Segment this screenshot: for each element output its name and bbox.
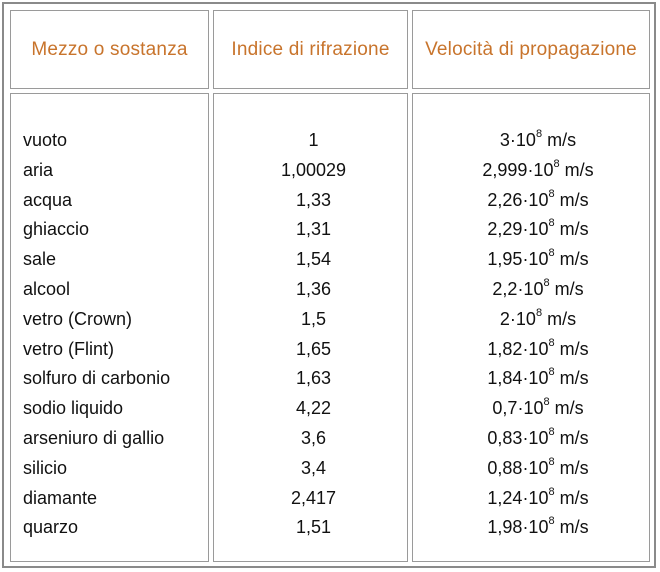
speed-mantissa: 0,83 (487, 427, 523, 448)
substance-cell: aria (23, 159, 54, 180)
speed-cell: $0,7\cdot 10^8$ m/s (492, 396, 584, 419)
speed-unit: m/s (559, 219, 589, 240)
speed-cell: $2,26\cdot 10^8$ m/s (487, 187, 589, 210)
substance-cell: quarzo (23, 517, 79, 538)
substance-column (10, 93, 209, 562)
speed-unit: m/s (564, 159, 594, 180)
speed-cell: $2,29\cdot 10^8$ m/s (487, 217, 589, 240)
speed-unit: m/s (547, 308, 577, 329)
header-label-substance: Mezzo o sostanza (31, 38, 188, 60)
header-label-speed: Velocità di propagazione (425, 38, 637, 60)
speed-mantissa: 1,82 (487, 338, 523, 359)
speed-cell: $1,24\cdot 10^8$ m/s (487, 485, 589, 508)
index-cell: 2,417 (290, 487, 337, 508)
speed-mantissa: 2,26 (487, 189, 523, 210)
speed-unit: m/s (547, 130, 577, 150)
speed-cell: $1,95\cdot 10^8$ m/s (487, 247, 589, 270)
speed-unit: m/s (559, 338, 589, 359)
speed-mantissa: 2,2 (492, 278, 518, 299)
speed-exponent: 8 (543, 276, 550, 289)
substance-cell: sodio liquido (23, 398, 124, 419)
speed-unit: m/s (559, 368, 589, 389)
speed-mantissa: 1,84 (487, 368, 523, 389)
substance-cell: vetro (Flint) (23, 338, 115, 359)
substance-cell: ghiaccio (23, 219, 90, 240)
speed-unit: m/s (559, 427, 589, 448)
substance-cell: silicio (23, 457, 68, 478)
substance-cell: sale (23, 249, 57, 270)
speed-cell: $2\cdot 10^8$ m/s (499, 306, 577, 329)
speed-mantissa: 2 (499, 308, 510, 329)
index-cell: 1,33 (295, 189, 332, 210)
header-cell-substance (10, 10, 209, 89)
speed-column (412, 93, 650, 562)
index-cell: 1,5 (300, 308, 327, 329)
speed-mantissa: 1,95 (487, 249, 523, 270)
speed-exponent: 8 (548, 187, 555, 200)
speed-exponent: 8 (548, 366, 555, 379)
speed-mantissa: 1,24 (487, 487, 523, 508)
index-cell: 1,65 (295, 338, 332, 359)
index-cell: 1,54 (295, 249, 332, 270)
speed-cell: $1,84\cdot 10^8$ m/s (487, 366, 589, 389)
speed-cell: $0,88\cdot 10^8$ m/s (487, 455, 589, 478)
speed-cell: $0,83\cdot 10^8$ m/s (487, 425, 589, 448)
speed-exponent: 8 (548, 485, 555, 498)
substance-cell: alcool (23, 278, 71, 299)
speed-mantissa: 3 (499, 130, 510, 150)
substance-cell: vetro (Crown) (23, 308, 133, 329)
index-cell: 4,22 (295, 398, 332, 419)
speed-unit: m/s (559, 249, 589, 270)
speed-exponent: 8 (548, 336, 555, 349)
speed-exponent: 8 (548, 247, 555, 260)
speed-mantissa: 1,98 (487, 517, 523, 538)
header-cell-index (213, 10, 408, 89)
header-cell-speed (412, 10, 650, 89)
speed-exponent: 8 (548, 515, 555, 528)
speed-exponent: 8 (548, 455, 555, 468)
index-column (213, 93, 408, 562)
speed-cell: $3\cdot 10^8$ m/s (499, 128, 577, 150)
index-cell: 1,00029 (280, 159, 347, 180)
substance-cell: arseniuro di gallio (23, 427, 165, 448)
index-list (214, 126, 407, 543)
substance-list (11, 126, 208, 543)
speed-exponent: 8 (535, 306, 543, 319)
speed-unit: m/s (559, 189, 589, 210)
speed-cell: $2,999\cdot 10^8$ m/s (482, 157, 594, 180)
index-cell: 1,31 (295, 219, 332, 240)
substance-cell: diamante (23, 487, 98, 508)
speed-mantissa: 2,999 (482, 159, 528, 180)
speed-unit: m/s (554, 398, 584, 419)
substance-cell: acqua (23, 189, 73, 210)
speed-unit: m/s (554, 278, 584, 299)
index-cell: 3,6 (300, 427, 327, 448)
speed-exponent: 8 (553, 157, 560, 170)
speed-exponent: 8 (548, 217, 555, 230)
speed-cell: $2,2\cdot 10^8$ m/s (492, 276, 584, 299)
speed-unit: m/s (559, 457, 589, 478)
refraction-table (2, 2, 656, 568)
speed-mantissa: 0,7 (492, 398, 518, 419)
substance-cell: vuoto (23, 130, 68, 150)
speed-cell: $1,82\cdot 10^8$ m/s (487, 336, 589, 359)
speed-mantissa: 2,29 (487, 219, 523, 240)
speed-exponent: 8 (535, 128, 543, 140)
index-cell: 1,63 (295, 368, 332, 389)
speed-exponent: 8 (543, 396, 550, 409)
index-cell: 3,4 (300, 457, 327, 478)
speed-list (413, 126, 649, 543)
index-cell: 1,36 (295, 278, 332, 299)
speed-mantissa: 0,88 (487, 457, 523, 478)
index-cell: 1 (308, 130, 319, 150)
speed-unit: m/s (559, 517, 589, 538)
header-label-index: Indice di rifrazione (231, 38, 390, 60)
speed-unit: m/s (559, 487, 589, 508)
speed-exponent: 8 (548, 425, 555, 438)
speed-cell: $1,98\cdot 10^8$ m/s (487, 515, 589, 538)
index-cell: 1,51 (295, 517, 332, 538)
substance-cell: solfuro di carbonio (23, 368, 171, 389)
